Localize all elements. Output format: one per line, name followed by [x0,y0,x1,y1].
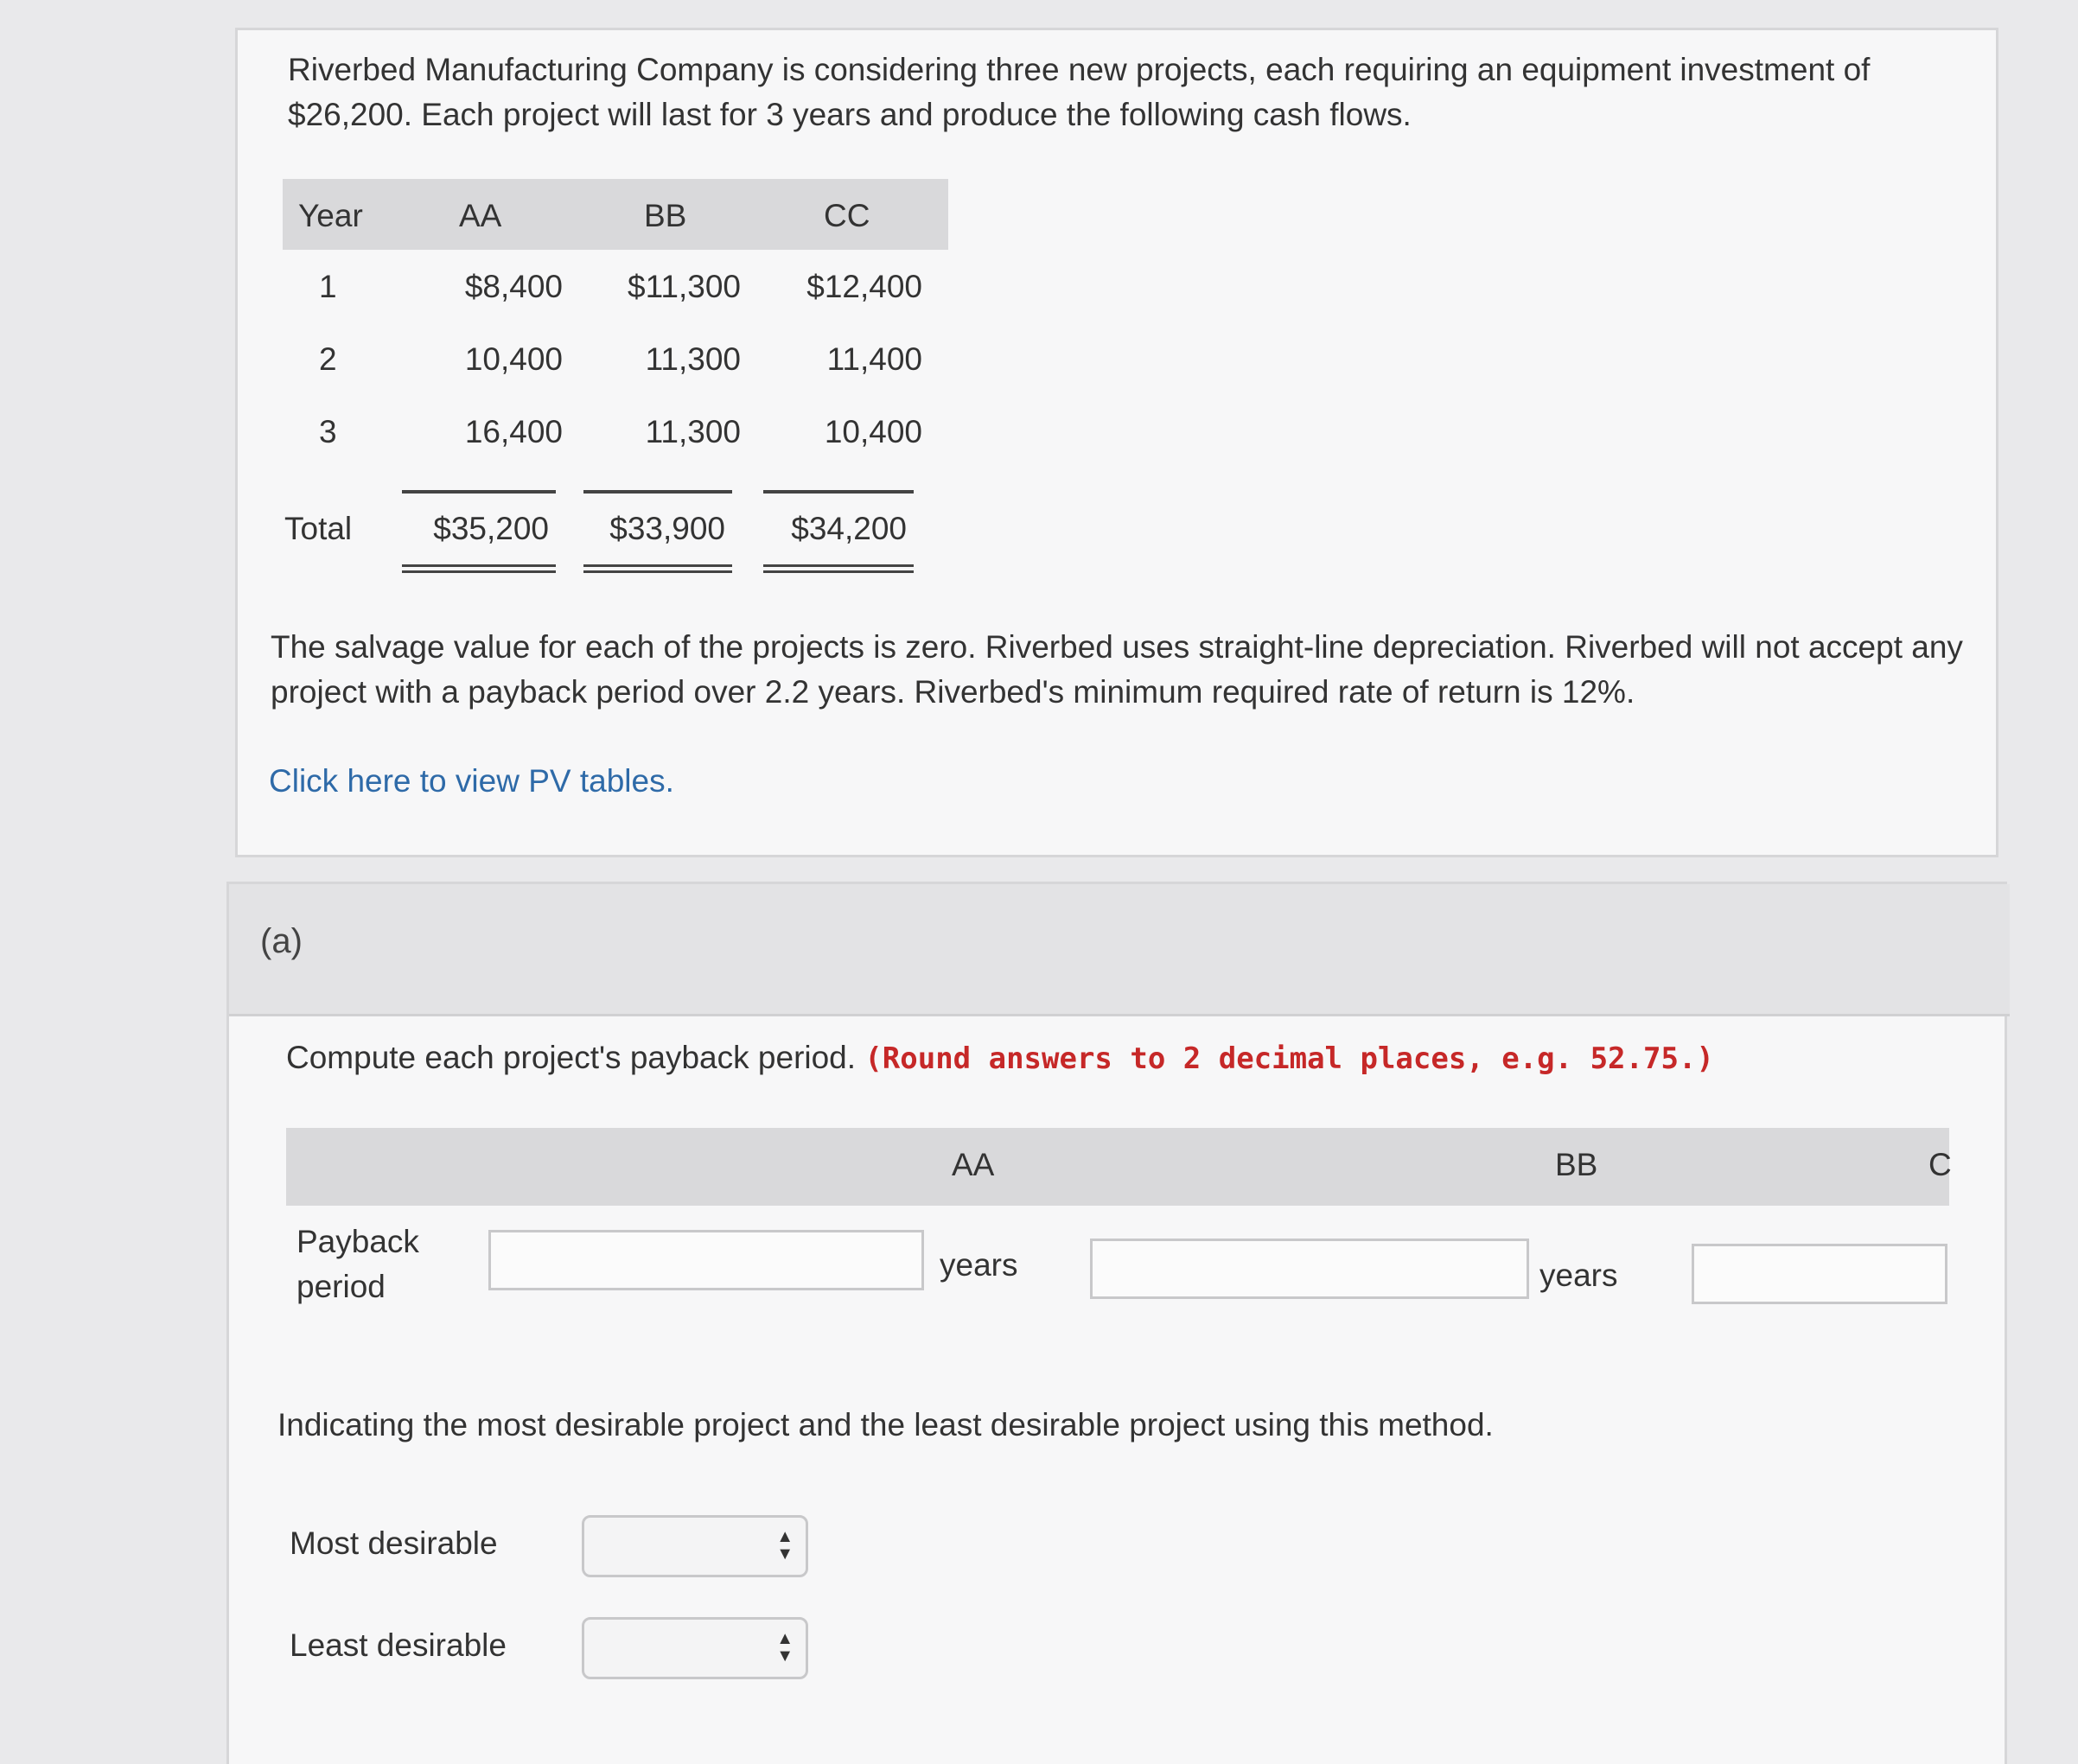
header-cc: CC [824,198,870,233]
least-desirable-label: Least desirable [290,1627,507,1663]
total-double-rule [583,564,732,567]
least-desirable-select[interactable] [582,1617,808,1679]
total-double-rule [402,570,556,573]
total-label: Total [284,511,353,546]
part-label: (a) [260,922,303,960]
salvage-text: The salvage value for each of the projects is zero. Riverbed uses straight-line depreciation. Riverbed will not accept any project with a payback period over 2.2 years. Riverbed's minimum required rate of return is 12%. [271,629,1963,710]
total-double-rule [763,564,914,567]
table-cell-year: 2 [319,341,337,377]
answer-table-header [286,1128,1952,1206]
total-double-rule [402,564,556,567]
header-year: Year [298,198,363,233]
total-aa: $35,200 [433,511,549,546]
total-double-rule [763,570,914,573]
total-cc: $34,200 [791,511,907,546]
subtotal-rule [583,490,732,494]
table-cell-year: 1 [319,269,337,304]
select-arrows-icon: ▲ ▼ [776,1629,794,1665]
payback-cc-input[interactable] [1692,1244,1947,1304]
answer-column-aa: AA [952,1147,995,1182]
rounding-hint: (Round answers to 2 decimal places, e.g. 52.75.) [864,1041,1714,1076]
subtotal-rule [763,490,914,494]
table-cell-aa: 16,400 [464,414,563,449]
header-aa: AA [459,198,502,233]
payback-aa-input[interactable] [488,1230,924,1290]
table-cell-aa: 10,400 [464,341,563,377]
pv-tables-link[interactable]: Click here to view PV tables. [269,763,674,799]
payback-period-label: Payback period [296,1224,419,1304]
part-a-card [226,882,2007,1764]
answer-column-cc: C [1928,1147,1952,1182]
question-text [286,1040,1980,1076]
header-bb: BB [644,198,687,233]
table-cell-bb: 11,300 [645,341,741,377]
table-cell-cc: $12,400 [806,269,922,304]
years-unit: years [1539,1258,1618,1293]
answer-column-bb: BB [1555,1147,1598,1182]
select-arrows-icon: ▲ ▼ [776,1527,794,1563]
years-unit: years [940,1247,1018,1283]
table-cell-aa: $8,400 [464,269,563,304]
indicate-text: Indicating the most desirable project and the least desirable project using this method. [277,1407,1494,1442]
table-cell-cc: 10,400 [824,414,922,449]
table-cell-bb: 11,300 [645,414,741,449]
payback-bb-input[interactable] [1090,1239,1529,1299]
table-cell-cc: 11,400 [826,341,922,377]
total-bb: $33,900 [609,511,725,546]
most-desirable-label: Most desirable [290,1525,498,1561]
question-main: Compute each project's payback period. [286,1040,857,1075]
part-header [229,884,2010,1016]
problem-card [235,28,1998,857]
most-desirable-select[interactable] [582,1515,808,1577]
problem-intro: Riverbed Manufacturing Company is considering three new projects, each requiring an equipment investment of $26,200. Each project will last for 3 years and produce the following cash flows. [288,52,1871,132]
subtotal-rule [402,490,556,494]
table-cell-year: 3 [319,414,337,449]
total-double-rule [583,570,732,573]
table-cell-bb: $11,300 [628,269,741,304]
